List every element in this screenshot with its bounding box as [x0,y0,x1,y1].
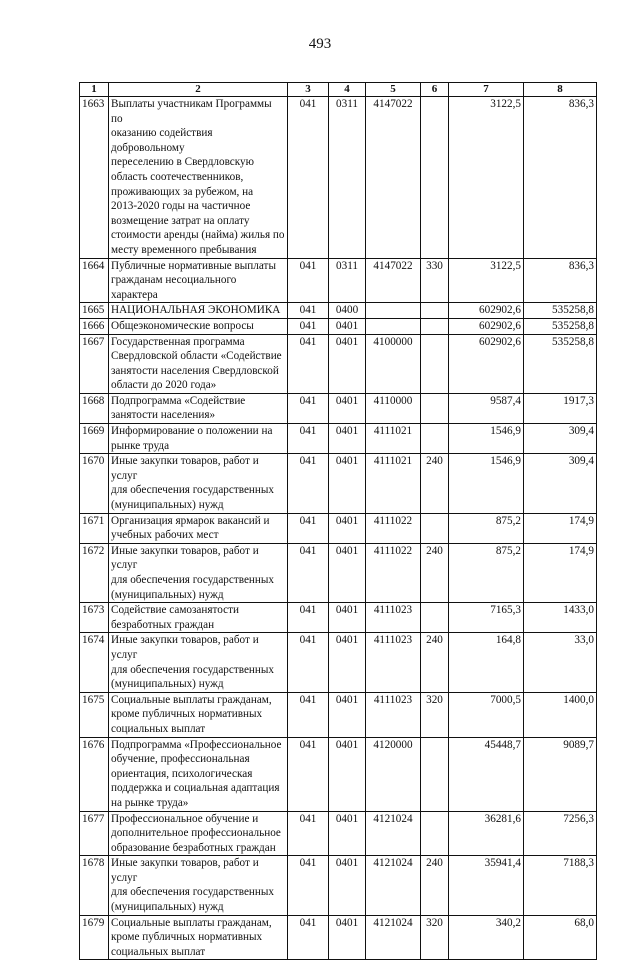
amount-col7-cell: 3122,5 [449,97,524,259]
table-row [80,513,597,543]
row-name-line: Иные закупки товаров, работ и услуг [111,857,259,884]
section-code-cell: 0401 [329,513,366,543]
row-name-line: Содействие самозанятости [111,604,239,617]
row-number-cell: 1679 [80,915,109,960]
amount-col7-cell: 7165,3 [449,603,524,633]
department-code-cell: 041 [288,258,329,303]
expense-type-cell [421,603,449,633]
table-row [80,811,597,856]
table-row [80,543,597,602]
target-code-cell [366,303,421,319]
expense-type-cell [421,811,449,856]
row-number-cell: 1663 [80,97,109,259]
row-name-line: (муниципальных) нужд [111,901,224,914]
row-number-cell: 1665 [80,303,109,319]
department-code-cell: 041 [288,334,329,393]
expense-type-cell [421,97,449,259]
row-name-line: возмещение затрат на оплату [111,214,250,227]
amount-col8-cell: 1917,3 [524,393,597,423]
department-code-cell: 041 [288,633,329,692]
amount-col7-cell: 602902,6 [449,318,524,334]
target-code-cell: 4147022 [366,97,421,259]
row-name-line: область соотечественников, [111,170,244,183]
row-name-line: Организация ярмарок вакансий и [111,514,270,527]
section-code-cell: 0401 [329,603,366,633]
expense-type-cell [421,318,449,334]
row-name-cell [109,915,288,960]
amount-col7-cell: 9587,4 [449,393,524,423]
target-code-cell: 4111021 [366,424,421,454]
target-code-cell: 4111022 [366,543,421,602]
amount-col8-cell: 535258,8 [524,334,597,393]
row-name-cell [109,811,288,856]
row-name-line: Иные закупки товаров, работ и услуг [111,455,259,482]
row-name-cell [109,454,288,513]
amount-col7-cell: 1546,9 [449,424,524,454]
table-row [80,633,597,692]
table-row [80,856,597,915]
amount-col8-cell: 68,0 [524,915,597,960]
expense-type-cell: 320 [421,692,449,737]
department-code-cell: 041 [288,513,329,543]
amount-col8-cell: 174,9 [524,543,597,602]
row-name-line: для обеспечения государственных [111,484,275,497]
amount-col7-cell: 602902,6 [449,334,524,393]
row-name-line: Подпрограмма «Содействие [111,394,246,407]
amount-col8-cell: 174,9 [524,513,597,543]
target-code-cell: 4121024 [366,811,421,856]
section-code-cell: 0401 [329,692,366,737]
budget-table [79,82,597,960]
table-row [80,454,597,513]
amount-col8-cell: 1433,0 [524,603,597,633]
row-name-cell [109,303,288,319]
row-name-line: безработных граждан [111,618,215,631]
expense-type-cell [421,513,449,543]
row-number-cell: 1664 [80,258,109,303]
row-name-line: поддержка и социальная адаптация [111,782,280,795]
table-row [80,258,597,303]
expense-type-cell: 330 [421,258,449,303]
row-name-line: на рынке труда» [111,796,189,809]
department-code-cell: 041 [288,543,329,602]
amount-col8-cell: 309,4 [524,424,597,454]
row-name-cell [109,97,288,259]
row-name-line: Государственная программа [111,335,245,348]
target-code-cell: 4120000 [366,737,421,811]
row-name-cell [109,633,288,692]
row-name-line: дополнительное профессиональное [111,827,281,840]
table-row [80,97,597,259]
row-number-cell: 1670 [80,454,109,513]
expense-type-cell: 240 [421,633,449,692]
row-number-cell: 1667 [80,334,109,393]
row-name-line: (муниципальных) нужд [111,588,224,601]
page-number: 493 [308,36,332,52]
table-row [80,424,597,454]
expense-type-cell: 240 [421,543,449,602]
table-row [80,303,597,319]
target-code-cell: 4100000 [366,334,421,393]
column-header: 7 [449,83,524,97]
row-name-line: Профессиональное обучение и [111,812,259,825]
row-name-line: кроме публичных нормативных [111,708,263,721]
column-header: 1 [80,83,109,97]
department-code-cell: 041 [288,454,329,513]
target-code-cell [366,318,421,334]
row-name-line: социальных выплат [111,945,206,958]
amount-col7-cell: 3122,5 [449,258,524,303]
department-code-cell: 041 [288,424,329,454]
row-name-cell [109,258,288,303]
section-code-cell: 0401 [329,393,366,423]
column-header: 2 [109,83,288,97]
row-name-line: области до 2020 года» [111,379,217,392]
row-number-cell: 1672 [80,543,109,602]
target-code-cell: 4111021 [366,454,421,513]
row-number-cell: 1676 [80,737,109,811]
row-name-line: обучение, профессиональная [111,753,250,766]
target-code-cell: 4110000 [366,393,421,423]
amount-col8-cell: 535258,8 [524,318,597,334]
row-number-cell: 1678 [80,856,109,915]
row-name-cell [109,856,288,915]
row-name-line: Публичные нормативные выплаты [111,259,276,272]
table-row [80,915,597,960]
row-number-cell: 1668 [80,393,109,423]
section-code-cell: 0401 [329,915,366,960]
table-row [80,318,597,334]
column-header: 8 [524,83,597,97]
row-name-line: проживающих за рубежом, на [111,185,254,198]
amount-col8-cell: 836,3 [524,258,597,303]
table-row [80,737,597,811]
section-code-cell: 0311 [329,97,366,259]
row-name-line: рынке труда [111,439,170,452]
row-name-line: Иные закупки товаров, работ и услуг [111,544,259,572]
row-number-cell: 1666 [80,318,109,334]
department-code-cell: 041 [288,737,329,811]
row-name-cell [109,513,288,543]
row-number-cell: 1673 [80,603,109,633]
row-name-line: Социальные выплаты гражданам, [111,916,272,929]
department-code-cell: 041 [288,856,329,915]
amount-col7-cell: 36281,6 [449,811,524,856]
row-name-line: Иные закупки товаров, работ и услуг [111,634,259,661]
department-code-cell: 041 [288,393,329,423]
row-number-cell: 1674 [80,633,109,692]
amount-col8-cell: 836,3 [524,97,597,259]
row-name-line: образование безработных граждан [111,841,276,854]
row-name-line: Информирование о положении на [111,425,273,438]
expense-type-cell [421,737,449,811]
section-code-cell: 0400 [329,303,366,319]
table-row [80,393,597,423]
row-name-line: ориентация, психологическая [111,767,253,780]
department-code-cell: 041 [288,811,329,856]
column-header: 5 [366,83,421,97]
department-code-cell: 041 [288,318,329,334]
section-code-cell: 0401 [329,334,366,393]
amount-col8-cell: 9089,7 [524,737,597,811]
expense-type-cell: 320 [421,915,449,960]
row-name-cell [109,543,288,602]
expense-type-cell [421,303,449,319]
amount-col8-cell: 7188,3 [524,856,597,915]
row-name-cell [109,393,288,423]
target-code-cell: 4121024 [366,856,421,915]
department-code-cell: 041 [288,692,329,737]
row-name-line: для обеспечения государственных [111,663,275,676]
expense-type-cell [421,393,449,423]
expense-type-cell [421,424,449,454]
row-name-line: Подпрограмма «Профессиональное [111,738,282,751]
department-code-cell: 041 [288,915,329,960]
row-number-cell: 1675 [80,692,109,737]
target-code-cell: 4147022 [366,258,421,303]
row-name-line: переселению в Свердловскую [111,156,254,169]
amount-col8-cell: 309,4 [524,454,597,513]
row-name-line: гражданам несоциального характера [111,274,237,301]
table-row [80,334,597,393]
section-code-cell: 0401 [329,811,366,856]
table-body [80,97,597,960]
table-row [80,603,597,633]
section-code-cell: 0401 [329,543,366,602]
row-name-cell [109,318,288,334]
target-code-cell: 4111023 [366,633,421,692]
row-name-line: Социальные выплаты гражданам, [111,693,272,706]
table-header-row [80,83,597,97]
row-name-line: месту временного пребывания [111,243,257,256]
amount-col7-cell: 164,8 [449,633,524,692]
amount-col7-cell: 45448,7 [449,737,524,811]
section-code-cell: 0401 [329,737,366,811]
amount-col8-cell: 7256,3 [524,811,597,856]
column-header: 3 [288,83,329,97]
row-number-cell: 1671 [80,513,109,543]
amount-col7-cell: 340,2 [449,915,524,960]
row-name-line: социальных выплат [111,722,206,735]
expense-type-cell: 240 [421,454,449,513]
row-name-line: занятости населения Свердловской [111,364,279,377]
column-header: 6 [421,83,449,97]
section-code-cell: 0311 [329,258,366,303]
target-code-cell: 4111022 [366,513,421,543]
table-row [80,692,597,737]
expense-type-cell [421,334,449,393]
row-name-line: оказанию содействия добровольному [111,127,213,154]
amount-col7-cell: 7000,5 [449,692,524,737]
expense-type-cell: 240 [421,856,449,915]
row-name-line: 2013-2020 годы на частичное [111,200,251,213]
section-code-cell: 0401 [329,856,366,915]
row-name-cell [109,334,288,393]
row-name-line: кроме публичных нормативных [111,931,263,944]
amount-col7-cell: 602902,6 [449,303,524,319]
amount-col7-cell: 875,2 [449,513,524,543]
amount-col8-cell: 33,0 [524,633,597,692]
amount-col7-cell: 1546,9 [449,454,524,513]
row-name-cell [109,692,288,737]
department-code-cell: 041 [288,97,329,259]
section-code-cell: 0401 [329,424,366,454]
amount-col7-cell: 875,2 [449,543,524,602]
department-code-cell: 041 [288,603,329,633]
section-code-cell: 0401 [329,633,366,692]
row-name-line: НАЦИОНАЛЬНАЯ ЭКОНОМИКА [111,304,281,317]
row-name-line: занятости населения» [111,409,216,422]
row-name-cell [109,603,288,633]
row-name-line: Выплаты участникам Программы по [111,98,272,125]
row-name-line: учебных рабочих мест [111,529,219,542]
row-name-line: Свердловской области «Содействие [111,350,282,363]
row-name-cell [109,737,288,811]
row-name-line: для обеспечения государственных [111,886,275,899]
row-name-cell [109,424,288,454]
department-code-cell: 041 [288,303,329,319]
amount-col8-cell: 535258,8 [524,303,597,319]
row-name-line: Общеэкономические вопросы [111,319,254,332]
row-number-cell: 1669 [80,424,109,454]
target-code-cell: 4121024 [366,915,421,960]
amount-col8-cell: 1400,0 [524,692,597,737]
row-number-cell: 1677 [80,811,109,856]
row-name-line: (муниципальных) нужд [111,499,224,512]
row-name-line: стоимости аренды (найма) жилья по [111,229,285,242]
column-header: 4 [329,83,366,97]
target-code-cell: 4111023 [366,692,421,737]
row-name-line: (муниципальных) нужд [111,678,224,691]
row-name-line: для обеспечения государственных [111,574,275,586]
amount-col7-cell: 35941,4 [449,856,524,915]
section-code-cell: 0401 [329,454,366,513]
section-code-cell: 0401 [329,318,366,334]
target-code-cell: 4111023 [366,603,421,633]
